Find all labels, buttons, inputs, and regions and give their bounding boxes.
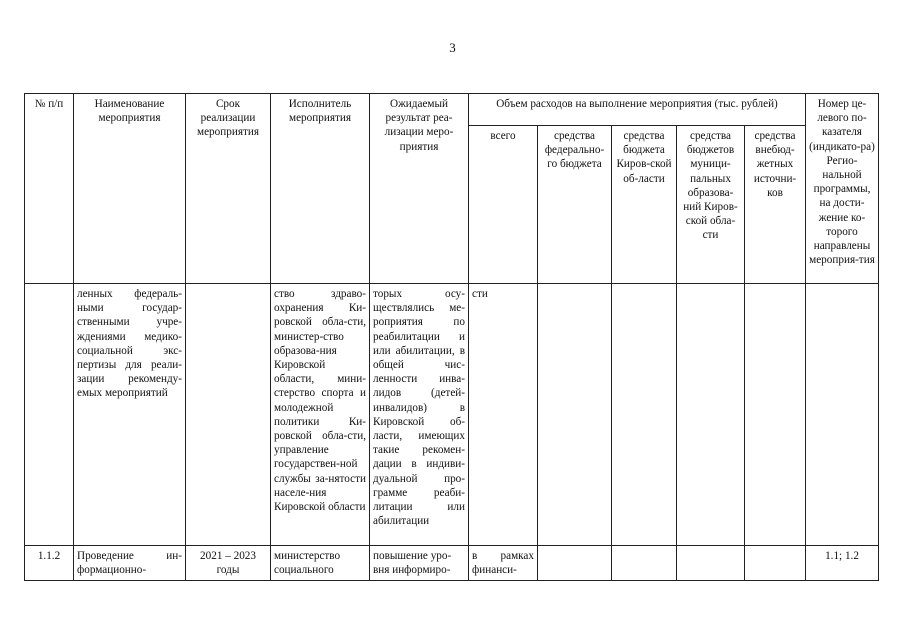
header-num: № п/п <box>25 94 74 284</box>
cell-total: в рамках финанси- <box>469 546 538 581</box>
cell-federal <box>538 546 612 581</box>
page-number: 3 <box>449 40 456 55</box>
cell-indicator <box>806 284 879 546</box>
header-total: всего <box>469 126 538 284</box>
cell-offbudget <box>745 546 806 581</box>
table-header-row <box>25 94 879 126</box>
cell-municipal <box>677 284 745 546</box>
header-expenses: Объем расходов на выполнение мероприятия (тыс. рублей) <box>469 94 806 126</box>
cell-result: торых осу-ществлялись ме-роприятия по реабилитации и или абилитации, в общей чис-ленности инва-лидов (детей-инвалидов) в Кировской об-ласти, имеющих такие рекомен-дации в индиви-дуальной про-грамме реаби-литации или абилитации <box>370 284 469 546</box>
header-result: Ожидаемый результат реа-лизации меро-приятия <box>370 94 469 284</box>
cell-executor: министерство социального <box>271 546 370 581</box>
cell-num: 1.1.2 <box>25 546 74 581</box>
cell-offbudget <box>745 284 806 546</box>
cell-indicator: 1.1; 1.2 <box>806 546 879 581</box>
cell-regional <box>612 546 677 581</box>
cell-name: ленных федераль-ными государ-ственными учре-ждениями медико-социальной экс-пертизы для реали-зации рекоменду-емых мероприятий <box>74 284 186 546</box>
cell-federal <box>538 284 612 546</box>
header-name: Наименование мероприятия <box>74 94 186 284</box>
table-row <box>25 546 879 581</box>
header-federal: средства федерально-го бюджета <box>538 126 612 284</box>
cell-name: Проведение ин-формационно- <box>74 546 186 581</box>
cell-result: повышение уро-вня информиро- <box>370 546 469 581</box>
cell-municipal <box>677 546 745 581</box>
header-indicator: Номер це-левого по-казателя (индикато-ра) Регио-нальной программы, на дости-жение ко-торого направлены мероприя-тия <box>806 94 879 284</box>
cell-executor: ство здраво-охранения Ки-ровской обла-сти, министер-ство образова-ния Кировской области, мини-стерство спорта и молодежной политики Ки-ровской обла-сти, управление государствен-ной службы за-нятости населе-ния Кировской области <box>271 284 370 546</box>
header-offbudget: средства внебюд-жетных источни-ков <box>745 126 806 284</box>
header-term: Срок реализации мероприятия <box>186 94 271 284</box>
cell-total: сти <box>469 284 538 546</box>
table-row <box>25 284 879 546</box>
header-municipal: средства бюджетов муници-пальных образова-ний Киров-ской обла-сти <box>677 126 745 284</box>
measures-table <box>24 93 879 581</box>
header-regional: средства бюджета Киров-ской об-ласти <box>612 126 677 284</box>
cell-regional <box>612 284 677 546</box>
cell-term <box>186 284 271 546</box>
header-executor: Исполнитель мероприятия <box>271 94 370 284</box>
cell-num <box>25 284 74 546</box>
cell-term: 2021 – 2023 годы <box>186 546 271 581</box>
